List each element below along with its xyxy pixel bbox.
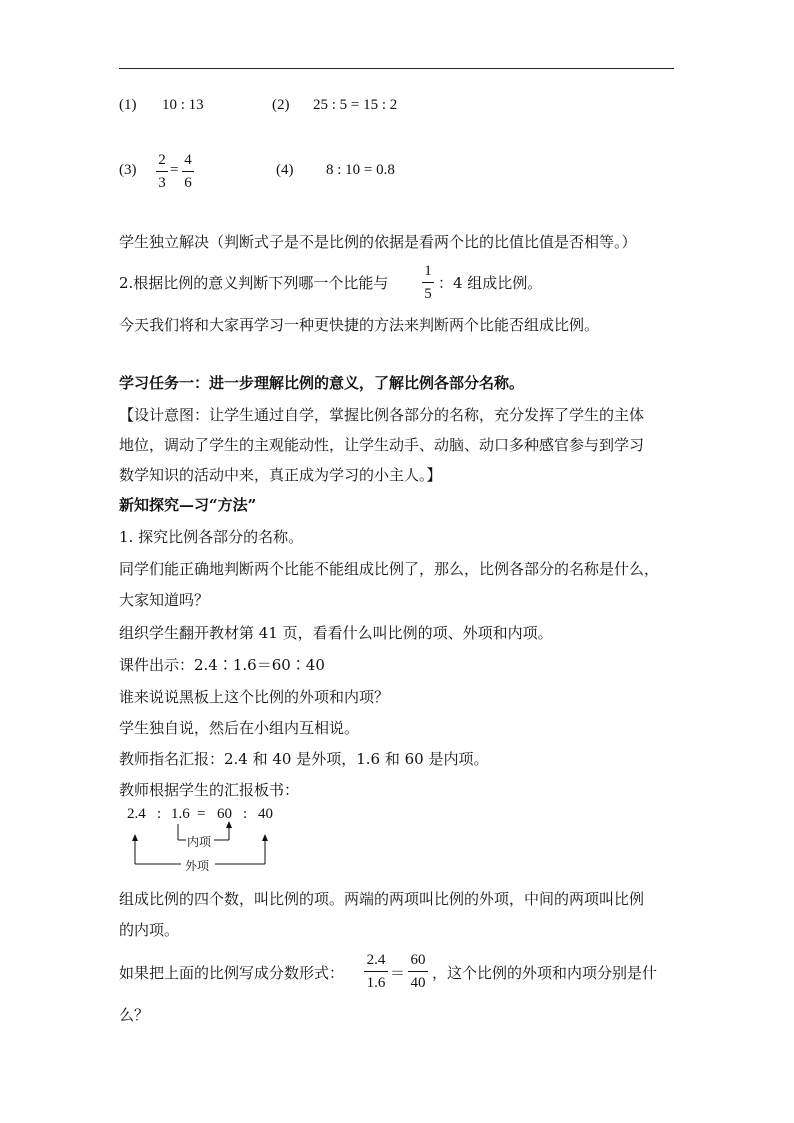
- fraction-bar: [408, 971, 428, 972]
- problem-3-fraction-2: [182, 151, 194, 192]
- self-say-line: 学生独自说，然后在小组内互相说。: [119, 719, 360, 737]
- design-line-3: 数学知识的活动中来，真正成为学习的小主人。】: [119, 466, 442, 484]
- fraction-bar: [156, 171, 168, 172]
- fraction-denominator: 40: [410, 975, 426, 991]
- diagram-equals: =: [197, 806, 206, 822]
- problem-1-label: (1): [119, 97, 137, 113]
- step-1: 1. 探究比例各部分的名称。: [119, 528, 304, 546]
- problem-2-expr: 25 : 5 = 15 : 2: [313, 97, 398, 113]
- inner-terms-label: 内项: [187, 835, 212, 849]
- explore-title: 新知探究—习“方法”: [119, 496, 257, 514]
- question-2-suffix: ：4 组成比例。: [438, 274, 543, 292]
- problem-4-label: (4): [276, 162, 294, 178]
- fraction-form-left: [364, 951, 388, 992]
- diagram-colon-1: :: [157, 806, 162, 822]
- fraction-numerator: 1: [424, 263, 432, 279]
- fraction-form-suffix: ，这个比例的外项和内项分别是什: [432, 964, 658, 982]
- intro-line: 今天我们将和大家再学习一种更快捷的方法来判断两个比能否组成比例。: [119, 316, 600, 334]
- proportion-terms-diagram: [125, 804, 285, 876]
- diagram-term-4: 40: [258, 806, 273, 822]
- design-line-1: 【设计意图：让学生通过自学，掌握比例各部分的名称，充分发挥了学生的主体: [119, 406, 645, 424]
- problem-3-equals: =: [170, 162, 179, 178]
- fraction-numerator: 60: [410, 952, 426, 968]
- diagram-colon-2: :: [243, 806, 248, 822]
- diagram-term-1: 2.4: [127, 806, 146, 822]
- problem-3-fraction-1: [156, 151, 168, 192]
- fraction-form-prefix: 如果把上面的比例写成分数形式：: [119, 964, 345, 982]
- problem-2-label: (2): [272, 97, 290, 113]
- paragraph-1-line-1: 同学们能正确地判断两个比能不能组成比例了，那么，比例各部分的名称是什么，: [119, 560, 660, 578]
- fraction-numerator: 4: [184, 152, 192, 168]
- fraction-numerator: 2.4: [366, 952, 386, 968]
- fraction-denominator: 3: [158, 175, 166, 191]
- fraction-bar: [422, 282, 434, 283]
- paragraph-1-line-2: 大家知道吗？: [119, 591, 210, 609]
- problem-1-expr: 10 : 13: [162, 97, 204, 113]
- task-title: 学习任务一：进一步理解比例的意义，了解比例各部分名称。: [119, 374, 525, 392]
- fraction-form-equals: ＝: [390, 964, 406, 982]
- header-rule: [119, 68, 674, 69]
- textbook-line: 组织学生翻开教材第 41 页，看看什么叫比例的项、外项和内项。: [119, 624, 553, 642]
- question-2-prefix: 2.根据比例的意义判断下列哪一个比能与: [119, 274, 389, 292]
- diagram-term-3: 60: [217, 806, 232, 822]
- design-line-2: 地位，调动了学生的主观能动性，让学生动手、动脑、动口多种感官参与到学习: [119, 436, 645, 454]
- question-2-fraction: [422, 262, 434, 303]
- fraction-denominator: 1.6: [366, 975, 386, 991]
- problem-4-expr: 8 : 10 = 0.8: [326, 162, 395, 178]
- solve-note: 学生独立解决（判断式子是不是比例的依据是看两个比的比值比值是否相等。）: [119, 233, 637, 251]
- fraction-denominator: 6: [184, 175, 192, 191]
- fraction-denominator: 5: [424, 286, 432, 302]
- report-line: 教师指名汇报：2.4 和 40 是外项，1.6 和 60 是内项。: [119, 750, 489, 768]
- fraction-form-tail: 么？: [119, 1006, 150, 1024]
- courseware-line: 课件出示：2.4∶1.6＝60∶40: [119, 656, 325, 674]
- fraction-numerator: 2: [158, 152, 166, 168]
- problem-3-label: (3): [119, 162, 137, 178]
- fraction-bar: [182, 171, 194, 172]
- diagram-term-2: 1.6: [171, 806, 190, 822]
- terms-line-2: 的内项。: [119, 921, 180, 939]
- board-line: 教师根据学生的汇报板书：: [119, 781, 300, 799]
- fraction-form-right: [408, 951, 428, 992]
- outer-terms-label: 外项: [185, 859, 210, 873]
- fraction-bar: [364, 971, 388, 972]
- terms-line-1: 组成比例的四个数，叫比例的项。两端的两项叫比例的外项，中间的两项叫比例: [119, 890, 645, 908]
- question-line: 谁来说说黑板上这个比例的外项和内项？: [119, 688, 390, 706]
